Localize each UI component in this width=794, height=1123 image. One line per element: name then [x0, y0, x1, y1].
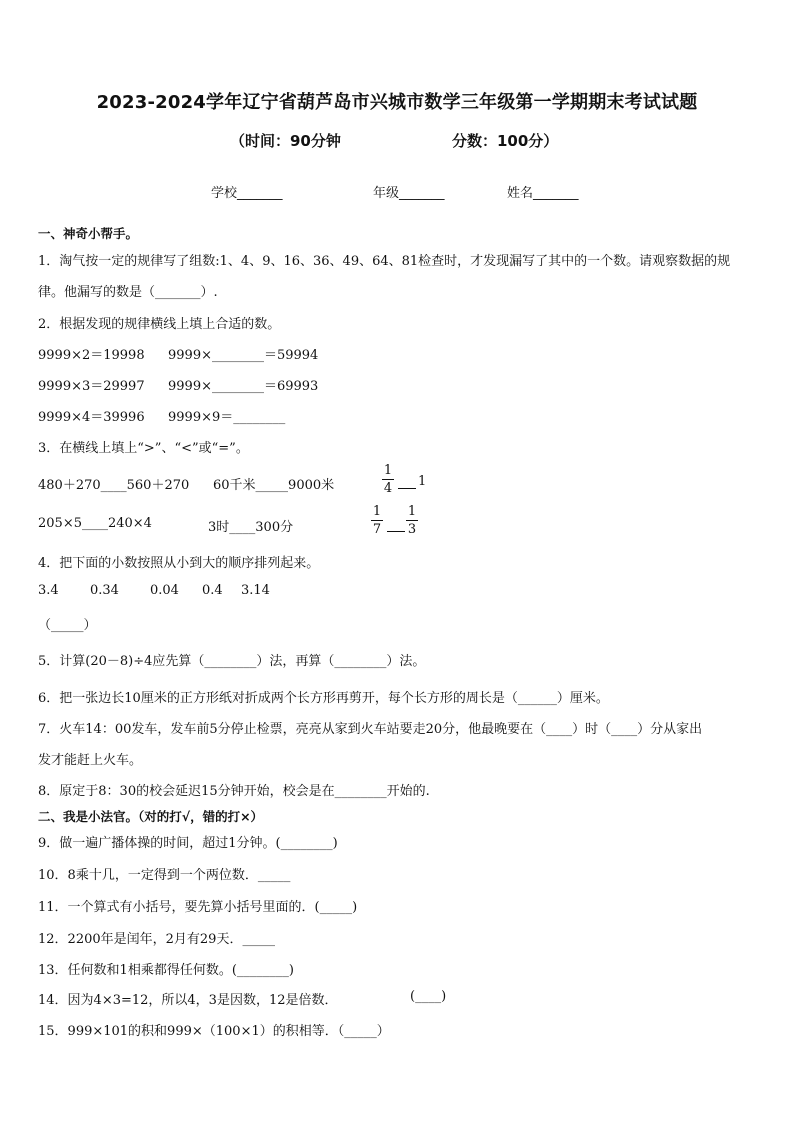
question-2-stem: 2．根据发现的规律横线上填上合适的数。	[38, 317, 281, 332]
decimal-item: 3.4	[38, 583, 59, 598]
school-field[interactable]: 学校_______	[211, 186, 283, 201]
fraction-one-quarter	[382, 462, 394, 497]
name-field[interactable]: 姓名_______	[507, 186, 579, 201]
question-5: 5．计算(20－8)÷4应先算（________）法，再算（________）法。	[38, 654, 426, 669]
question-2-row2-right: 9999×________＝69993	[168, 379, 319, 394]
question-2-row3-right: 9999×9＝________	[168, 410, 286, 425]
decimal-item: 0.4	[202, 583, 223, 598]
question-14-blank[interactable]: (____)	[410, 989, 447, 1004]
decimal-item: 0.04	[150, 583, 179, 598]
question-3-compare-1: 480＋270____560＋270	[38, 478, 190, 493]
fraction-denominator: 4	[383, 481, 393, 496]
question-10: 10．8乘十几，一定得到一个两位数．_____	[38, 868, 291, 883]
fraction-numerator: 1	[383, 463, 393, 478]
question-2-row1-right: 9999×________＝59994	[168, 348, 319, 363]
decimal-item: 3.14	[241, 583, 270, 598]
question-6: 6．把一张边长10厘米的正方形纸对折成两个长方形再剪开，每个长方形的周长是（______）厘米。	[38, 691, 609, 706]
answer-blank[interactable]	[387, 531, 405, 532]
question-15: 15．999×101的积和999×（100×1）的积相等．（_____）	[38, 1024, 390, 1039]
question-3-compare-3: 205×5____240×4	[38, 516, 152, 531]
fraction-denominator: 7	[372, 522, 382, 537]
question-12: 12．2200年是闰年，2月有29天．_____	[38, 932, 275, 947]
grade-field[interactable]: 年级_______	[373, 186, 445, 201]
section-2-heading: 二、我是小法官。（对的打√，错的打×）	[38, 809, 264, 824]
fraction-numerator: 1	[407, 504, 417, 519]
fraction-one-seventh	[371, 503, 383, 538]
question-2-row3-left: 9999×4＝39996	[38, 410, 145, 425]
question-1-line1: 1．淘气按一定的规律写了组数:1、4、9、16、36、49、64、81检查时，才发现漏写了其中的一个数。请观察数据的规	[38, 254, 731, 269]
question-13: 13．任何数和1相乘都得任何数。(________)	[38, 963, 294, 978]
fraction-compare-target: 1	[418, 474, 427, 489]
question-8: 8．原定于8：30的校会延迟15分钟开始，校会是在________开始的.	[38, 784, 430, 799]
fraction-one-third	[406, 503, 418, 538]
fraction-denominator: 3	[407, 522, 417, 537]
question-4-stem: 4．把下面的小数按照从小到大的顺序排列起来。	[38, 556, 320, 571]
fraction-numerator: 1	[372, 504, 382, 519]
decimal-item: 0.34	[90, 583, 119, 598]
question-9: 9．做一遍广播体操的时间，超过1分钟。(________)	[38, 836, 338, 851]
question-2-row2-left: 9999×3＝29997	[38, 379, 145, 394]
answer-blank[interactable]	[398, 488, 416, 489]
question-7-line1: 7．火车14：00发车，发车前5分停止检票，亮亮从家到火车站要走20分，他最晚要在（____）时（____）分从家出	[38, 722, 703, 737]
question-11: 11．一个算式有小括号，要先算小括号里面的．(_____)	[38, 900, 358, 915]
exam-title: 2023-2024学年辽宁省葫芦岛市兴城市数学三年级第一学期期末考试试题	[96, 92, 698, 113]
question-4-answer[interactable]: （_____）	[38, 618, 97, 633]
question-14: 14．因为4×3=12，所以4，3是因数，12是倍数．	[38, 993, 338, 1008]
question-3-compare-4: 3时____300分	[208, 520, 294, 535]
exam-time: （时间：90分钟	[230, 132, 341, 150]
question-3-stem: 3．在横线上填上“>”、“<”或“=”。	[38, 441, 249, 456]
question-3-compare-2: 60千米_____9000米	[213, 478, 335, 493]
section-1-heading: 一、神奇小帮手。	[38, 226, 139, 241]
question-1-line2: 律。他漏写的数是（_______）.	[38, 285, 218, 300]
question-7-line2: 发才能赶上火车。	[38, 753, 143, 768]
question-2-row1-left: 9999×2＝19998	[38, 348, 145, 363]
exam-score: 分数：100分）	[452, 132, 559, 150]
